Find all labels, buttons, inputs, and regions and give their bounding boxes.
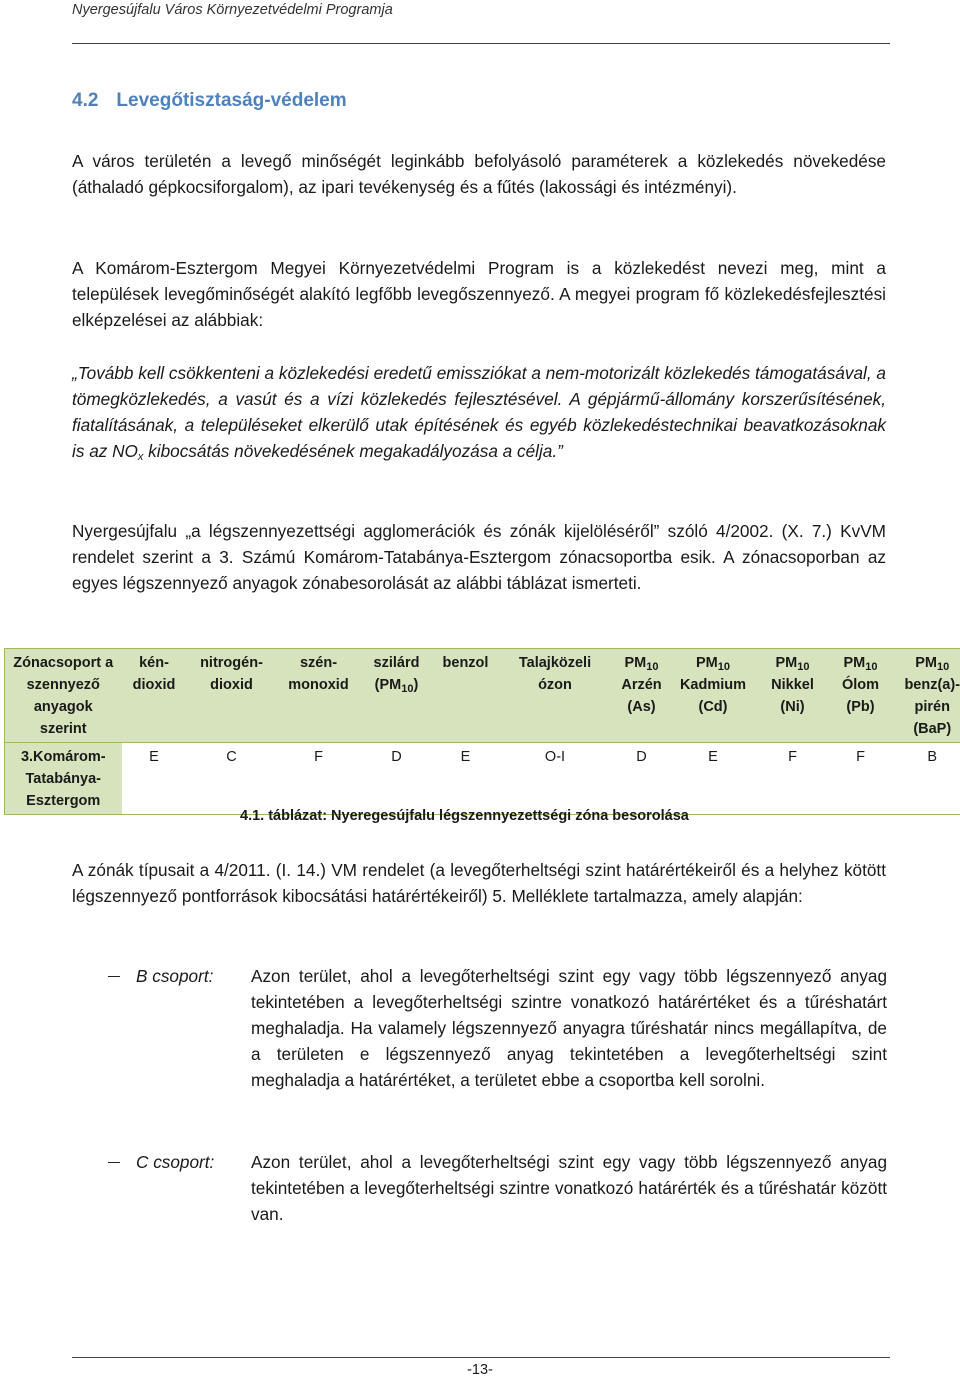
header-pollutant-tail: Arzén (As) bbox=[621, 677, 662, 715]
header-pollutant-label: nitrogén-dioxid bbox=[200, 655, 263, 693]
paragraph-zone-group: Nyergesújfalu „a légszennyezettségi agglomerációk és zónák kijelöléséről” szóló 4/2002. (X. 7.) KvVM rendelet szerint a 3. Számú Komárom-Tatabánya-Esztergom zónacsoportba esik. A zónacsoporban az egyes légszennyező anyagok zónabesorolását az alábbi táblázat ismerteti. bbox=[72, 521, 886, 593]
header-pollutant-subscript: 10 bbox=[646, 661, 659, 673]
quote-subscript: x bbox=[137, 451, 144, 463]
zone-name-cell: 3.Komárom-Tatabánya-Esztergom bbox=[5, 743, 122, 815]
running-header: Nyergesújfalu Város Környezetvédelmi Programja bbox=[72, 2, 393, 18]
zone-value-cell: D bbox=[612, 743, 672, 815]
section-heading bbox=[72, 90, 347, 112]
zone-value-cell: E bbox=[122, 743, 187, 815]
group-c-text: Azon terület, ahol a levegőterheltségi szint egy vagy több légszennyező anyag tekintetében a levegőterheltségi szintre vonatkozó határérték és a tűréshatár között van. bbox=[251, 1152, 887, 1224]
group-c-label: C csoport: bbox=[136, 1152, 215, 1172]
header-pollutant-3 bbox=[361, 649, 433, 743]
header-pollutant-tail: ) bbox=[413, 677, 419, 693]
paragraph-county-program: A Komárom-Esztergom Megyei Környezetvédelmi Program is a közlekedést nevezi meg, mint a települések levegőminőségét alakító legfőbb levegőszennyező. A megyei program fő közlekedésfejlesztési elképzelései az alábbiak: bbox=[72, 258, 886, 330]
header-zone-group: Zónacsoport a szennyező anyagok szerint bbox=[5, 649, 122, 743]
header-pollutant-7 bbox=[672, 649, 755, 743]
header-pollutant-label: PM bbox=[775, 655, 798, 671]
page-number: -13- bbox=[467, 1362, 493, 1378]
zone-classification-table bbox=[4, 648, 960, 815]
zone-value-cell: E bbox=[433, 743, 499, 815]
quote-text-part1: „Tovább kell csökkenteni a közlekedési eredetű emissziókat a nem-motorizált közlekedés támogatásával, a tömegközlekedés, a vasút és a vízi közlekedés fejlesztésével. A gépjármű-állomány korszerűsítésének, fiatalításának, a településeket elkerülő utak építésének és egyéb közlekedéstechnikai beavatkozásoknak is az NO bbox=[72, 363, 886, 461]
section-number: 4.2 bbox=[72, 90, 99, 111]
header-pollutant-tail: Kadmium (Cd) bbox=[679, 677, 747, 715]
header-pollutant-label: szén-monoxid bbox=[288, 655, 349, 693]
header-pollutant-9 bbox=[831, 649, 891, 743]
table-row bbox=[5, 743, 960, 815]
group-b-label: B csoport: bbox=[136, 966, 214, 986]
header-pollutant-label: PM bbox=[843, 655, 866, 671]
header-pollutant-1 bbox=[187, 649, 277, 743]
header-pollutant-label: PM bbox=[624, 655, 647, 671]
table-header-row bbox=[5, 649, 960, 743]
paragraph-intro: A város területén a levegő minőségét leginkább befolyásoló paraméterek a közlekedés növekedése (áthaladó gépkocsiforgalom), az ipari tevékenység és a fűtés (lakossági és intézményi). bbox=[72, 151, 886, 197]
header-pollutant-label: PM bbox=[696, 655, 718, 671]
header-pollutant-tail: Nikkel (Ni) bbox=[771, 677, 814, 715]
header-divider bbox=[72, 43, 890, 44]
header-pollutant-5 bbox=[499, 649, 612, 743]
zone-value-cell: F bbox=[277, 743, 361, 815]
header-pollutant-subscript: 10 bbox=[717, 661, 730, 673]
zone-value-cell: C bbox=[187, 743, 277, 815]
header-pollutant-label: Talajközeli ózon bbox=[518, 655, 592, 693]
list-dash bbox=[108, 976, 120, 977]
paragraph-zone-types: A zónák típusait a 4/2011. (I. 14.) VM rendelet (a levegőterheltségi szint határértékeiről és a helyhez kötött légszennyező pontforrások kibocsátási határértékeiről) 5. Melléklete tartalmazza, amely alapján: bbox=[72, 860, 886, 906]
header-pollutant-0 bbox=[122, 649, 187, 743]
zone-value-cell: E bbox=[672, 743, 755, 815]
header-pollutant-8 bbox=[755, 649, 831, 743]
list-dash bbox=[108, 1162, 120, 1163]
zone-value-cell: D bbox=[361, 743, 433, 815]
section-title: Levegőtisztaság-védelem bbox=[116, 90, 347, 111]
header-pollutant-label: PM bbox=[915, 655, 937, 671]
header-pollutant-2 bbox=[277, 649, 361, 743]
header-pollutant-subscript: 10 bbox=[401, 683, 414, 695]
quote-paragraph bbox=[72, 360, 886, 464]
header-pollutant-10 bbox=[891, 649, 960, 743]
header-pollutant-subscript: 10 bbox=[937, 661, 950, 673]
header-pollutant-subscript: 10 bbox=[797, 661, 810, 673]
header-pollutant-label: kén-dioxid bbox=[132, 655, 176, 693]
group-b-text: Azon terület, ahol a levegőterheltségi szint egy vagy több légszennyező anyag tekintetében a levegőterheltségi szintre vonatkozó határértéket és a tűréshatárt meghaladja. Ha valamely légszennyező anyagra tűréshatár nincs megállapítva, de a területen e légszennyező anyag tekintetében a levegőterheltségi szint meghaladja a határértéket, a területet ebbe a csoportba kell sorolni. bbox=[251, 966, 887, 1090]
zone-value-cell: F bbox=[755, 743, 831, 815]
header-pollutant-6 bbox=[612, 649, 672, 743]
header-pollutant-subscript: 10 bbox=[865, 661, 878, 673]
footer-divider bbox=[72, 1357, 890, 1358]
header-pollutant-tail: Ólom (Pb) bbox=[841, 677, 880, 715]
header-pollutant-tail: benz(a)-pirén (BaP) bbox=[904, 677, 960, 737]
zone-value-cell: O-I bbox=[499, 743, 612, 815]
header-pollutant-4 bbox=[433, 649, 499, 743]
quote-text-part2: kibocsátás növekedésének megakadályozása a célja.” bbox=[143, 441, 563, 461]
header-pollutant-label: benzol bbox=[442, 655, 489, 671]
header-pollutant-label: szilárd (PM bbox=[373, 655, 420, 693]
table-caption: 4.1. táblázat: Nyeregesújfalu légszennyezettségi zóna besorolása bbox=[240, 808, 689, 824]
zone-value-cell: F bbox=[831, 743, 891, 815]
zone-value-cell: B bbox=[891, 743, 960, 815]
